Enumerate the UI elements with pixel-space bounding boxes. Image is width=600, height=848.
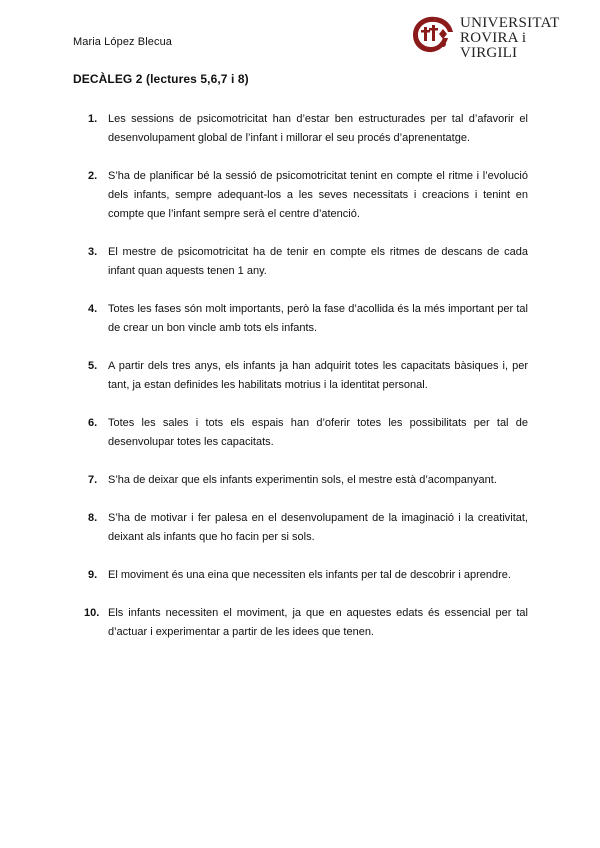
logo-line-1: UNIVERSITAT xyxy=(460,15,560,31)
list-item xyxy=(73,243,528,281)
list-item xyxy=(73,509,528,547)
list-item-text: Totes les fases són molt importants, però la fase d’acollida és la més important per tal de crear un bon vincle amb tots els infants. xyxy=(108,303,528,334)
list-item-number: 3. xyxy=(88,246,98,258)
list-item-text: S’ha de deixar que els infants experimentin sols, el mestre està d’acompanyant. xyxy=(108,474,497,486)
logo-text xyxy=(460,16,570,61)
list-item-number: 6. xyxy=(88,417,98,429)
list-item-number: 8. xyxy=(88,512,98,524)
list-item xyxy=(73,604,528,642)
document-title: DECÀLEG 2 (lectures 5,6,7 i 8) xyxy=(73,72,249,86)
list-item-text: El moviment és una eina que necessiten els infants per tal de descobrir i aprendre. xyxy=(108,569,511,581)
list-item-number: 1. xyxy=(88,113,98,125)
logo-line-2: ROVIRA i VIRGILI xyxy=(460,30,527,61)
list-item-text: Els infants necessiten el moviment, ja que en aquestes edats és essencial per tal d’actuar i experimentar a partir de les idees que tenen. xyxy=(108,607,528,638)
list-item xyxy=(73,566,528,585)
urv-seal-icon xyxy=(410,14,454,54)
list-item-text: El mestre de psicomotricitat ha de tenir en compte els ritmes de descans de cada infant quan aquests tenen 1 any. xyxy=(108,246,528,277)
list-item-number: 7. xyxy=(88,474,98,486)
list-item-text: Les sessions de psicomotricitat han d’estar ben estructurades per tal d’afavorir el desenvolupament global de l’infant i millorar el seu procés d’aprenentatge. xyxy=(108,113,528,144)
list-item-text: S’ha de planificar bé la sessió de psicomotricitat tenint en compte el ritme i l’evolució dels infants, sempre adequant-los a les seves necessitats i creacions i tenint en compte que l’infant sempre serà el centre d’atenció. xyxy=(108,170,528,220)
list-item xyxy=(73,110,528,148)
list-item-text: A partir dels tres anys, els infants ja han adquirit totes les capacitats bàsiques i, per tant, ja estan definides les habilitats motrius i la identitat personal. xyxy=(108,360,528,391)
list-item-text: S’ha de motivar i fer palesa en el desenvolupament de la imaginació i la creativitat, deixant als infants que ho facin per si sols. xyxy=(108,512,528,543)
list-item-number: 10. xyxy=(84,607,100,619)
list-item-number: 4. xyxy=(88,303,98,315)
list-item-number: 5. xyxy=(88,360,98,372)
list-item xyxy=(73,300,528,338)
list-item-number: 9. xyxy=(88,569,98,581)
list-item xyxy=(73,414,528,452)
university-logo xyxy=(410,12,570,61)
list-item xyxy=(73,471,528,490)
list-item-text: Totes les sales i tots els espais han d’oferir totes les possibilitats per tal de desenvolupar totes les capacitats. xyxy=(108,417,528,448)
list-item xyxy=(73,167,528,224)
list-item-number: 2. xyxy=(88,170,98,182)
list-item xyxy=(73,357,528,395)
author-name: Maria López Blecua xyxy=(73,36,173,48)
decalogue-list xyxy=(73,110,528,642)
